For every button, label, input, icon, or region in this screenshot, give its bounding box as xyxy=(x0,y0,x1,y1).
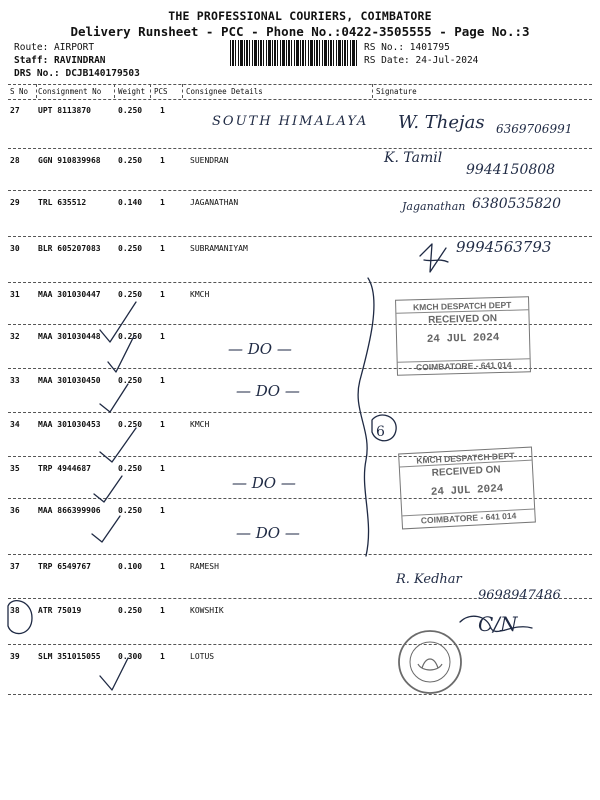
tick-mark xyxy=(100,302,136,342)
row-pcs: 1 xyxy=(160,606,165,615)
row-weight: 0.140 xyxy=(118,198,143,207)
stamp-date: 24 JUL 2024 xyxy=(430,483,504,499)
row-pcs: 1 xyxy=(160,332,165,341)
circle-mark xyxy=(372,415,396,441)
stamp-date: 24 JUL 2024 xyxy=(426,332,500,346)
rs-date: RS Date: 24-Jul-2024 xyxy=(364,55,479,66)
row-consignment: MAA 301030453 xyxy=(38,420,101,429)
row-pcs: 1 xyxy=(160,244,165,253)
row-sno: 27 xyxy=(10,106,20,115)
row-consignment: TRL 635512 xyxy=(38,198,87,207)
signature-name: W. Thejas xyxy=(398,112,485,133)
tick-mark xyxy=(100,658,128,690)
signature-phone: 9994563793 xyxy=(456,238,552,256)
row-sno: 38 xyxy=(10,606,20,615)
signature-scribble xyxy=(424,260,448,262)
row-weight: 0.250 xyxy=(118,606,143,615)
signature-name: Jaganathan xyxy=(402,200,466,213)
col-pcs: PCS xyxy=(154,87,168,96)
row-consignee: KMCH xyxy=(190,290,210,299)
tick-mark xyxy=(94,476,122,502)
row-pcs: 1 xyxy=(160,464,165,473)
handwritten-ditto: — DO — xyxy=(228,340,292,358)
row-consignment: BLR 605207083 xyxy=(38,244,101,253)
row-weight: 0.250 xyxy=(118,376,143,385)
row-consignment: UPT 8113870 xyxy=(38,106,91,115)
row-sno: 34 xyxy=(10,420,20,429)
row-consignee: SUENDRAN xyxy=(190,156,229,165)
drs-label: DRS No.: DCJB140179503 xyxy=(14,68,140,79)
handwritten-consignee: SOUTH HIMALAYA xyxy=(212,114,369,129)
row-weight: 0.250 xyxy=(118,290,143,299)
row-weight: 0.250 xyxy=(118,464,143,473)
row-pcs: 1 xyxy=(160,506,165,515)
circle-mark xyxy=(8,601,32,634)
row-sno: 35 xyxy=(10,464,20,473)
stamp-city: COIMBATORE - 641 014 xyxy=(402,509,534,527)
row-consignment: ATR 75019 xyxy=(38,606,82,615)
row-pcs: 1 xyxy=(160,290,165,299)
tick-mark xyxy=(92,516,120,542)
row-sno: 39 xyxy=(10,652,20,661)
signature-scribble xyxy=(420,244,446,272)
row-weight: 0.100 xyxy=(118,562,143,571)
signature-name: R. Kedhar xyxy=(396,572,462,587)
row-consignee: KMCH xyxy=(190,420,210,429)
tick-mark xyxy=(100,384,128,412)
row-sno: 33 xyxy=(10,376,20,385)
bracket-line xyxy=(358,278,374,556)
signature-name: K. Tamil xyxy=(384,150,443,166)
tick-mark xyxy=(108,336,134,372)
row-weight: 0.250 xyxy=(118,506,143,515)
row-pcs: 1 xyxy=(160,198,165,207)
row-sno: 31 xyxy=(10,290,20,299)
route-label: Route: AIRPORT xyxy=(14,42,95,53)
row-consignment: MAA 301030450 xyxy=(38,376,101,385)
stamp-city: COIMBATORE - 641 014 xyxy=(398,358,530,372)
row-sno: 30 xyxy=(10,244,20,253)
row-consignment: TRP 6549767 xyxy=(38,562,91,571)
stamp-dept: KMCH DESPATCH DEPT xyxy=(396,299,528,313)
row-pcs: 1 xyxy=(160,562,165,571)
signature-scribble xyxy=(460,616,532,631)
row-consignee: KOWSHIK xyxy=(190,606,224,615)
signature-phone: 6380535820 xyxy=(472,196,562,212)
row-pcs: 1 xyxy=(160,156,165,165)
staff-label: Staff: RAVINDRAN xyxy=(14,55,106,66)
row-consignee: LOTUS xyxy=(190,652,215,661)
cin-mark: C/N xyxy=(478,612,518,636)
row-consignment: TRP 4944687 xyxy=(38,464,91,473)
signature-phone: 9698947486 xyxy=(478,588,561,603)
handwritten-ditto: — DO — xyxy=(232,474,296,492)
circled-number: 6 xyxy=(376,424,385,440)
lotus-seal xyxy=(399,631,461,693)
row-weight: 0.300 xyxy=(118,652,143,661)
row-consignment: SLM 351015055 xyxy=(38,652,101,661)
row-sno: 37 xyxy=(10,562,20,571)
row-consignment: GGN 910839968 xyxy=(38,156,101,165)
row-weight: 0.250 xyxy=(118,106,143,115)
runsheet-subtitle: Delivery Runsheet - PCC - Phone No.:0422-3505555 - Page No.:3 xyxy=(70,24,530,39)
col-consignment: Consignment No xyxy=(38,87,102,96)
col-sno: S No xyxy=(10,87,29,96)
row-consignment: MAA 301030448 xyxy=(38,332,101,341)
rs-number: RS No.: 1401795 xyxy=(364,42,450,53)
row-sno: 29 xyxy=(10,198,20,207)
company-title: THE PROFESSIONAL COURIERS, COIMBATORE xyxy=(168,9,432,23)
row-weight: 0.250 xyxy=(118,332,143,341)
row-sno: 32 xyxy=(10,332,20,341)
stamp-received: RECEIVED ON xyxy=(427,313,498,326)
row-sno: 36 xyxy=(10,506,20,515)
col-consignee: Consignee Details xyxy=(186,87,263,96)
signature-phone: 9944150808 xyxy=(466,162,556,178)
row-pcs: 1 xyxy=(160,420,165,429)
row-weight: 0.250 xyxy=(118,244,143,253)
row-consignment: MAA 866399906 xyxy=(38,506,101,515)
row-sno: 28 xyxy=(10,156,20,165)
row-weight: 0.250 xyxy=(118,420,143,429)
stamp-received: RECEIVED ON xyxy=(431,464,501,479)
row-consignment: MAA 301030447 xyxy=(38,290,101,299)
stamp-dept: KMCH DESPATCH DEPT xyxy=(399,450,531,468)
row-weight: 0.250 xyxy=(118,156,143,165)
row-pcs: 1 xyxy=(160,376,165,385)
row-consignee: SUBRAMANIYAM xyxy=(190,244,248,253)
tick-mark xyxy=(100,428,136,462)
signature-phone: 6369706991 xyxy=(496,122,573,136)
row-consignee: JAGANATHAN xyxy=(190,198,239,207)
row-pcs: 1 xyxy=(160,106,165,115)
col-weight: Weight xyxy=(118,87,146,96)
row-consignee: RAMESH xyxy=(190,562,219,571)
handwritten-ditto: — DO — xyxy=(236,382,300,400)
handwritten-ditto: — DO — xyxy=(236,524,300,542)
col-signature: Signature xyxy=(376,87,417,96)
row-pcs: 1 xyxy=(160,652,165,661)
